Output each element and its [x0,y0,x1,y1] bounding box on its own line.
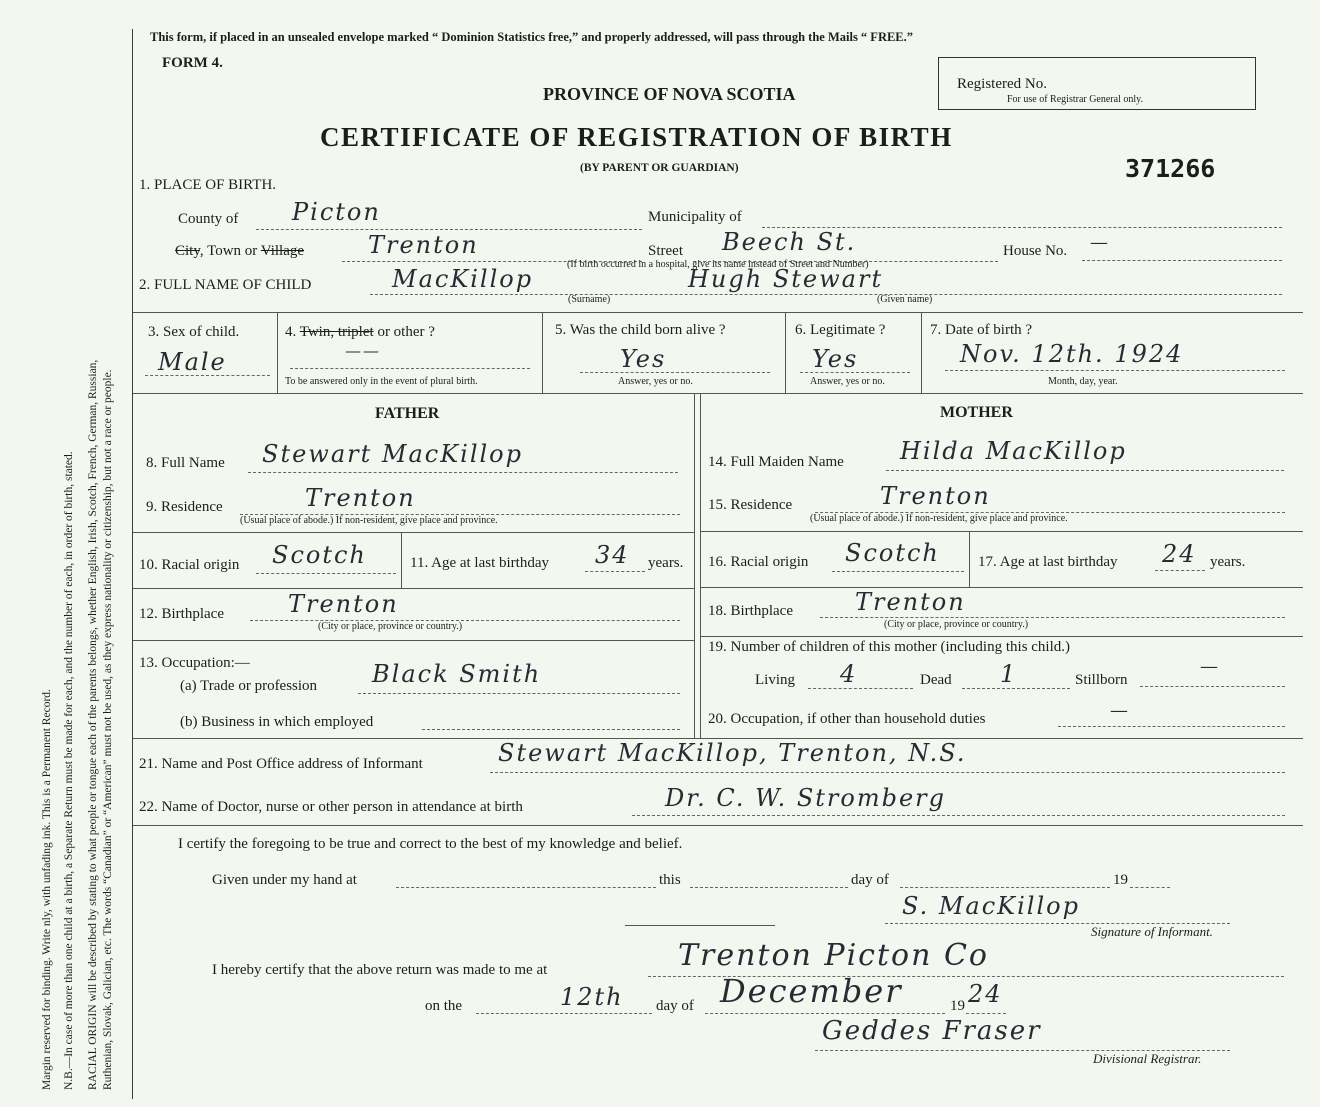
street-label: Street [648,243,683,259]
certificate-title: CERTIFICATE OF REGISTRATION OF BIRTH [320,122,953,152]
father-age-label: 11. Age at last birthday [410,555,549,571]
surname-note: (Surname) [568,294,611,305]
mother-occupation-label: 20. Occupation, if other than household duties [708,711,986,727]
certificate-subtitle: (BY PARENT OR GUARDIAN) [580,162,739,174]
house-label: House No. [1003,243,1068,259]
father-business-label: (b) Business in which employed [180,714,374,730]
mother-years-label: years. [1210,554,1246,570]
certify-day-of-label: day of [851,872,889,888]
street-value: Beech St. [722,228,857,256]
registrar-place: Trenton Picton Co [678,938,989,973]
county-label: County of [178,211,239,227]
father-trade-value: Black Smith [372,660,542,688]
registered-number-box [938,57,1256,110]
mother-occupation-value: — [1110,700,1130,721]
father-birthplace-note: (City or place, province or country.) [318,621,463,632]
registrar-day: 12th [560,983,624,1011]
child-name-label: 2. FULL NAME OF CHILD [139,277,312,293]
twin-label: 4. Twin, triplet or other ? [285,324,435,340]
stillborn-label: Stillborn [1075,672,1128,688]
margin-note-racial-origin-2: Ruthenian, Slovak, Galician, etc. The words “Canadian” or “American” must not be used, as they express nationality or citizenship, but not a race or people. [102,369,114,1090]
living-value: 4 [840,660,858,688]
born-alive-note: Answer, yes or no. [618,376,693,387]
legitimate-value: Yes [812,345,859,373]
mother-residence-value: Trenton [880,482,991,510]
dead-value: 1 [1000,660,1018,688]
certify-year-prefix: 19 [1113,872,1128,888]
legitimate-note: Answer, yes or no. [810,376,885,387]
dead-label: Dead [920,672,952,688]
father-birthplace-value: Trenton [288,590,399,618]
father-name-value: Stewart MacKillop [262,440,523,468]
father-residence-label: 9. Residence [146,499,223,515]
mother-birthplace-label: 18. Birthplace [708,603,793,619]
county-value: Picton [292,198,381,226]
informant-value: Stewart MacKillop, Trenton, N.S. [498,739,967,767]
mother-birthplace-note: (City or place, province or country.) [884,619,1029,630]
stillborn-value: — [1200,656,1220,677]
certify-this-label: this [659,872,681,888]
father-age-value: 34 [595,541,630,569]
mother-birthplace-value: Trenton [855,588,966,616]
date-of-birth-note: Month, day, year. [1048,376,1118,387]
registrar-day-of-label: day of [656,998,694,1014]
date-of-birth-label: 7. Date of birth ? [930,322,1033,338]
twin-note: To be answered only in the event of plural birth. [285,376,478,387]
father-racial-origin-label: 10. Racial origin [139,557,240,573]
mother-racial-origin-value: Scotch [845,539,940,567]
father-occupation-label: 13. Occupation:— [139,655,250,671]
children-count-label: 19. Number of children of this mother (including this child.) [708,639,1071,655]
father-years-label: years. [648,555,684,571]
father-heading: FATHER [375,405,440,422]
mother-name-label: 14. Full Maiden Name [708,454,844,470]
mother-residence-note: (Usual place of abode.) If non-resident, give place and province. [810,513,1068,524]
child-given-name: Hugh Stewart [688,265,884,293]
living-label: Living [755,672,795,688]
mother-racial-origin-label: 16. Racial origin [708,554,809,570]
registrar-year-prefix: 19 [950,998,965,1014]
registrar-on-the-label: on the [425,998,463,1014]
legitimate-label: 6. Legitimate ? [795,322,886,338]
father-trade-label: (a) Trade or profession [180,678,318,694]
margin-note-binding: Margin reserved for binding. Write nly, with unfading ink. This is a Permanent Record. [41,689,53,1090]
father-residence-value: Trenton [305,484,416,512]
date-of-birth-value: Nov. 12th. 1924 [960,340,1184,368]
father-residence-note: (Usual place of abode.) If non-resident, give place and province. [240,515,498,526]
registration-number: 371266 [1125,154,1216,183]
registrar-year: 24 [968,980,1003,1008]
house-value: — [1090,232,1110,253]
born-alive-label: 5. Was the child born alive ? [555,322,726,338]
town-label: City, Town or Village [175,243,305,259]
registered-label: Registered No. [957,76,1047,92]
sex-value: Male [158,348,227,376]
hospital-note: (If birth occurred in a hospital, give its name instead of Street and Number) [567,259,869,270]
town-value: Trenton [368,231,479,259]
province-heading: PROVINCE OF NOVA SCOTIA [543,84,796,104]
registrar-signature: Geddes Fraser [822,1016,1042,1046]
doctor-label: 22. Name of Doctor, nurse or other person in attendance at birth [139,799,523,815]
free-mail-notice: This form, if placed in an unsealed envelope marked “ Dominion Statistics free,” and properly addressed, will pass through the Mails “ FREE.” [150,30,914,44]
born-alive-value: Yes [620,345,667,373]
mother-residence-label: 15. Residence [708,497,793,513]
mother-age-label: 17. Age at last birthday [978,554,1118,570]
father-birthplace-label: 12. Birthplace [139,606,224,622]
registrar-only-note: For use of Registrar General only. [1007,94,1143,105]
certify-statement: I certify the foregoing to be true and correct to the best of my knowledge and belief. [178,836,683,852]
informant-label: 21. Name and Post Office address of Informant [139,756,423,772]
registrar-statement: I hereby certify that the above return was made to me at [212,962,548,978]
given-name-note: (Given name) [877,294,933,305]
mother-name-value: Hilda MacKillop [900,437,1127,465]
father-racial-origin-value: Scotch [272,541,367,569]
informant-signature-label: Signature of Informant. [1091,924,1213,939]
doctor-value: Dr. C. W. Stromberg [665,784,946,812]
informant-signature: S. MacKillop [902,892,1080,920]
father-name-label: 8. Full Name [146,455,225,471]
twin-value: —— [345,341,381,360]
margin-note-multiple-births: N.B.—In case of more than one child at a birth, a Separate Return must be made for each, and the number of each, in order of birth, stated. [63,451,75,1090]
form-number: FORM 4. [162,55,223,71]
given-at-label: Given under my hand at [212,872,357,888]
registrar-month: December [720,972,903,1010]
registrar-signature-label: Divisional Registrar. [1093,1051,1202,1066]
place-of-birth-label: 1. PLACE OF BIRTH. [139,177,277,193]
mother-heading: MOTHER [940,404,1013,421]
municipality-label: Municipality of [648,209,742,225]
sex-label: 3. Sex of child. [148,324,240,340]
margin-note-racial-origin-1: RACIAL ORIGIN will be described by stating to what people or tongue each of the parents belongs, whether English, Irish, Scotch, French, German, Russian, [87,359,99,1090]
child-surname: MacKillop [392,265,534,293]
mother-age-value: 24 [1162,540,1197,568]
